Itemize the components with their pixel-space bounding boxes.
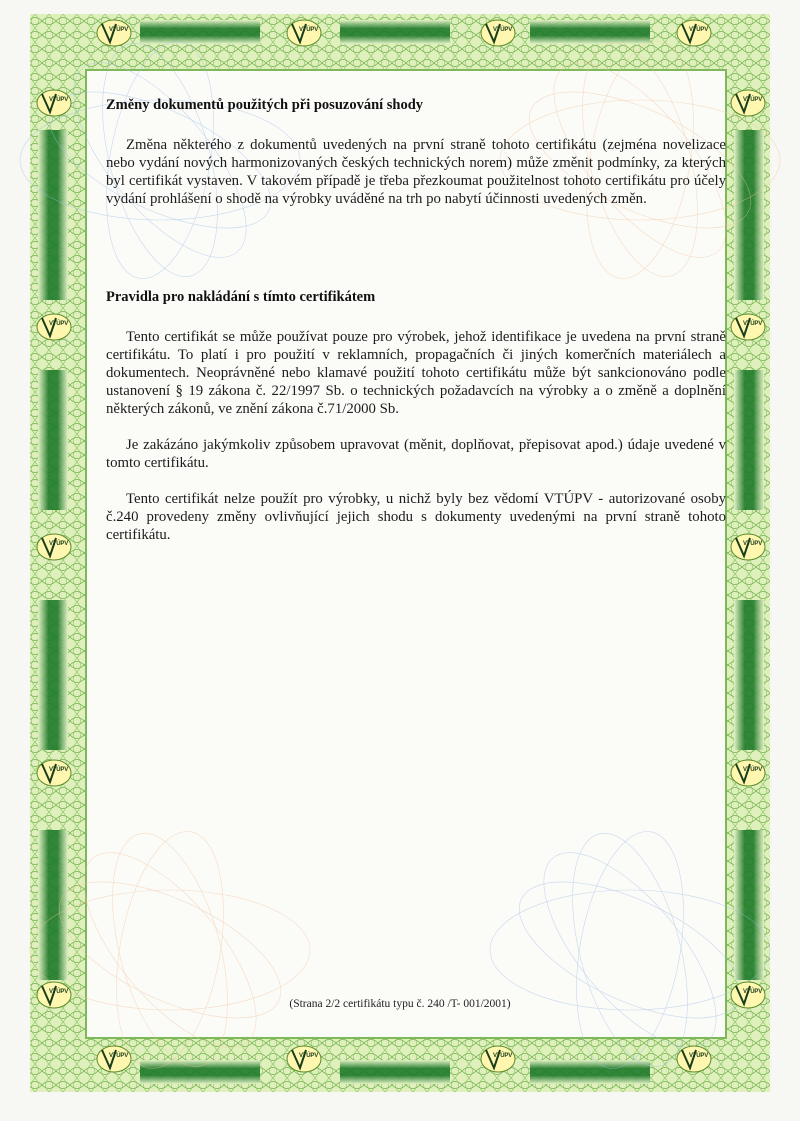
vtupv-logo-icon: VTÚPV: [96, 1044, 132, 1074]
vtupv-logo-icon: VTÚPV: [286, 18, 322, 48]
vtupv-logo-icon: VTÚPV: [730, 532, 766, 562]
vtupv-logo-icon: VTÚPV: [730, 758, 766, 788]
vtupv-logo-icon: VTÚPV: [36, 980, 72, 1010]
vtupv-logo-icon: VTÚPV: [676, 18, 712, 48]
section2-heading: Pravidla pro nakládání s tímto certifikátem: [106, 289, 376, 305]
vtupv-logo-icon: VTÚPV: [730, 88, 766, 118]
section2-paragraph-3: Tento certifikát nelze použít pro výrobky, u nichž byly bez vědomí VTÚPV - autorizované osoby č.240 provedeny změny ovlivňující jejich shodu s dokumenty uvedenými na první straně tohoto certifikátu.: [106, 491, 726, 543]
section1-heading: Změny dokumentů použitých při posuzování shody: [106, 97, 424, 113]
page-footer: (Strana 2/2 certifikátu typu č. 240 /T- 001/2001): [289, 998, 511, 1010]
vtupv-logo-icon: VTÚPV: [730, 312, 766, 342]
vtupv-logo-icon: VTÚPV: [480, 18, 516, 48]
section2-paragraph-1: Tento certifikát se může používat pouze pro výrobek, jehož identifikace je uvedena na první straně certifikátu. To platí i pro použití v reklamních, propagačních či jiných komerčních materiálech a dokumentech. Neoprávněné nebo klamavé použití tohoto certifikátu může být sankcionováno podle ustanovení § 19 zákona č. 22/1997 Sb. o technických požadavcích na výrobky a o změně a doplnění některých zákonů, ve znění zákona č.71/2000 Sb.: [106, 329, 726, 417]
vtupv-logo-icon: VTÚPV: [36, 758, 72, 788]
vtupv-logo-icon: VTÚPV: [480, 1044, 516, 1074]
vtupv-logo-icon: VTÚPV: [36, 88, 72, 118]
vtupv-logo-icon: VTÚPV: [286, 1044, 322, 1074]
certificate-content: [106, 96, 726, 544]
vtupv-logo-icon: VTÚPV: [36, 312, 72, 342]
vtupv-logo-icon: VTÚPV: [96, 18, 132, 48]
section2-paragraph-2: Je zakázáno jakýmkoliv způsobem upravovat (měnit, doplňovat, přepisovat apod.) údaje uvedené v tomto certifikátu.: [106, 437, 726, 471]
vtupv-logo-icon: VTÚPV: [36, 532, 72, 562]
section1-paragraph: Změna některého z dokumentů uvedených na první straně tohoto certifikátu (zejména novelizace nebo vydání nových harmonizovaných českých technických norem) může změnit podmínky, za kterých byl certifikát vystaven. V takovém případě je třeba přezkoumat použitelnost tohoto certifikátu pro účely vydání prohlášení o shodě na výrobky uváděné na trh po nabytí účinnosti uvedených změn.: [106, 137, 726, 207]
vtupv-logo-icon: VTÚPV: [676, 1044, 712, 1074]
vtupv-logo-icon: VTÚPV: [730, 980, 766, 1010]
